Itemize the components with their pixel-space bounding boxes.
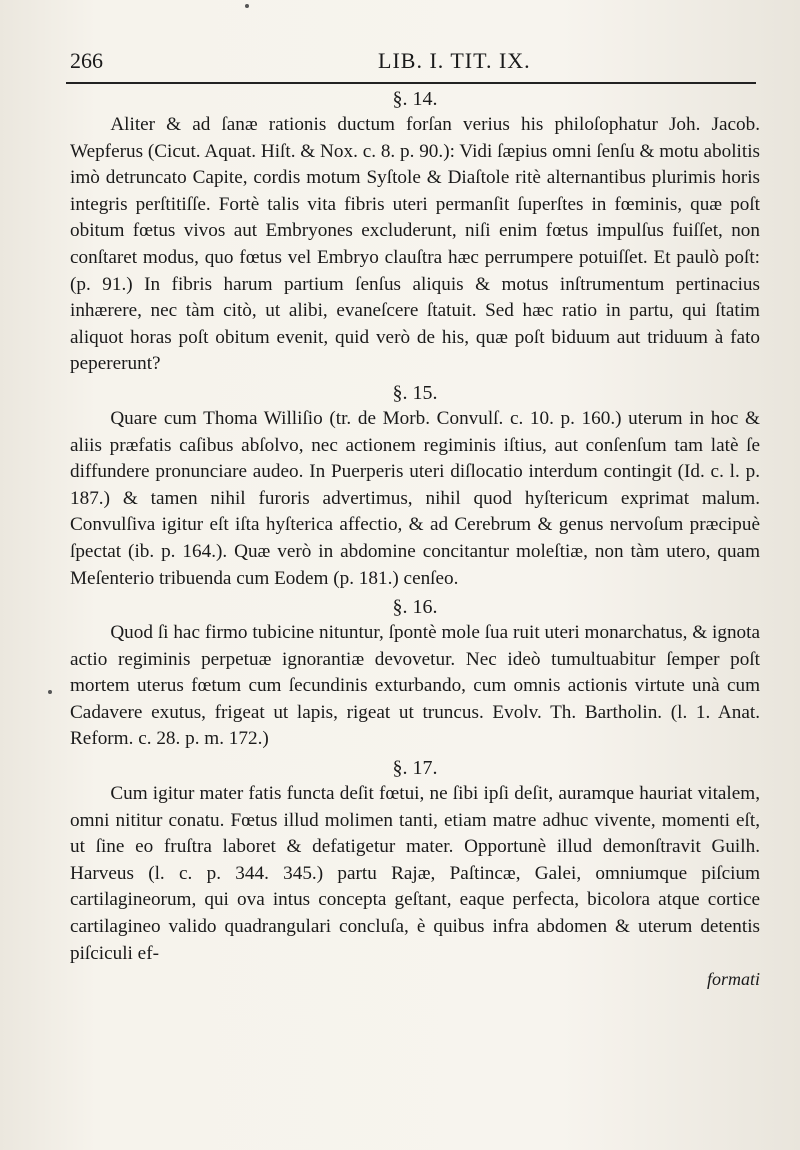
page-number: 266 — [70, 48, 103, 73]
section-paragraph: Aliter & ad ſanæ rationis ductum forſan verius his philoſophatur Joh. Jacob. Wepferus (Cicut. Aquat. Hiſt. & Nox. c. 8. p. 90.): Vidi ſæpius omni ſenſu & motu abolitis imò detruncato Capite, cordis motum Syſtole & Diaſtole ritè alternantibus plurimis horis integris perſtitiſſe. Fortè talis vita fibris uteri permanſit ſuperſtes in fœminis, quæ poſt obitum fœtus vivos aut Embryones excluderunt, niſi enim fœtus impulſus fuiſſet, non conſtaret modus, quo fœtus vel Embryo clauſtra hæc perrumpere potuiſſet. Et paulò poſt: (p. 91.) In fibris harum partium ſenſus aliquis & motus inſtrumentum pertinacius inhærere, nec tàm citò, ut alibi, evaneſcere ſtatuit. Sed hæc ratio in partu, qui ſtatim aliquot horas poſt obitum evenit, quid verò de his, quæ poſt biduum aut triduum à fato pepererunt? — [70, 114, 760, 375]
section-paragraph: Quare cum Thoma Williſio (tr. de Morb. Convulſ. c. 10. p. 160.) uterum in hoc & aliis præfatis caſibus abſolvo, nec actionem regiminis iſtius, aut conſenſum tam latè ſe diffundere pronunciare audeo. In Puerperis uteri diſlocatio interdum contingit (Id. c. l. p. 187.) & tamen nihil furoris advertimus, nihil quod hyſtericum exprimat malum. Convulſiva igitur eſt iſta hyſterica affectio, & ad Cerebrum & genus nervoſum præcipuè ſpectat (ib. p. 164.). Quæ verò in abdomine concitantur moleſtiæ, non tàm utero, quam Meſenterio tribuenda cum Eodem (p. 181.) cenſeo. — [70, 407, 760, 589]
ink-speck — [48, 690, 52, 694]
section-17 — [70, 755, 760, 967]
header-rule — [66, 82, 756, 84]
running-title: LIB. I. TIT. IX. — [378, 48, 531, 73]
section-mark: §. 14. — [392, 88, 438, 110]
section-mark: §. 17. — [392, 757, 438, 780]
section-mark: §. 16. — [392, 596, 438, 619]
ink-speck — [245, 4, 249, 8]
section-paragraph: Cum igitur mater fatis functa deſit fœtui, ne ſibi ipſi deſit, auramque hauriat vitalem, omni nititur conatu. Fœtus illud molimen tanti, etiam matre adhuc vivente, momenti eſt, ut ſine eo fruſtra laboret & defatigetur mater. Opportunè illud demonſtravit Guilh. Harveus (l. c. p. 344. 345.) partu Rajæ, Paſtincæ, Galei, omniumque piſcium cartilagineorum, qui ova intus concepta geſtant, eaque perfecta, bicolora atque cortice cartilagineo valido quadrangulari concluſa, è quibus infra abdomen & uterum detentis piſciculi ef- — [70, 783, 760, 964]
section-mark: §. 15. — [392, 381, 438, 404]
section-paragraph: Quod ſi hac firmo tubicine nituntur, ſpontè mole ſua ruit uteri monarchatus, & ignota actio regiminis perpetuæ ignorantiæ devovetur. Nec ideò tumultuabitur ſemper poſt mortem uterus fœtum cum ſecundinis exturbando, cum omnis actionis virtute unà cum Cadavere exutus, frigeat ut lapis, rigeat ut truncus. Evolv. Th. Bartholin. (l. 1. Anat. Reform. c. 28. p. m. 172.) — [70, 622, 760, 750]
section-14 — [70, 86, 760, 378]
catchword: formati — [706, 969, 760, 990]
section-16 — [70, 594, 760, 753]
section-15 — [70, 380, 760, 592]
running-head — [70, 48, 760, 82]
